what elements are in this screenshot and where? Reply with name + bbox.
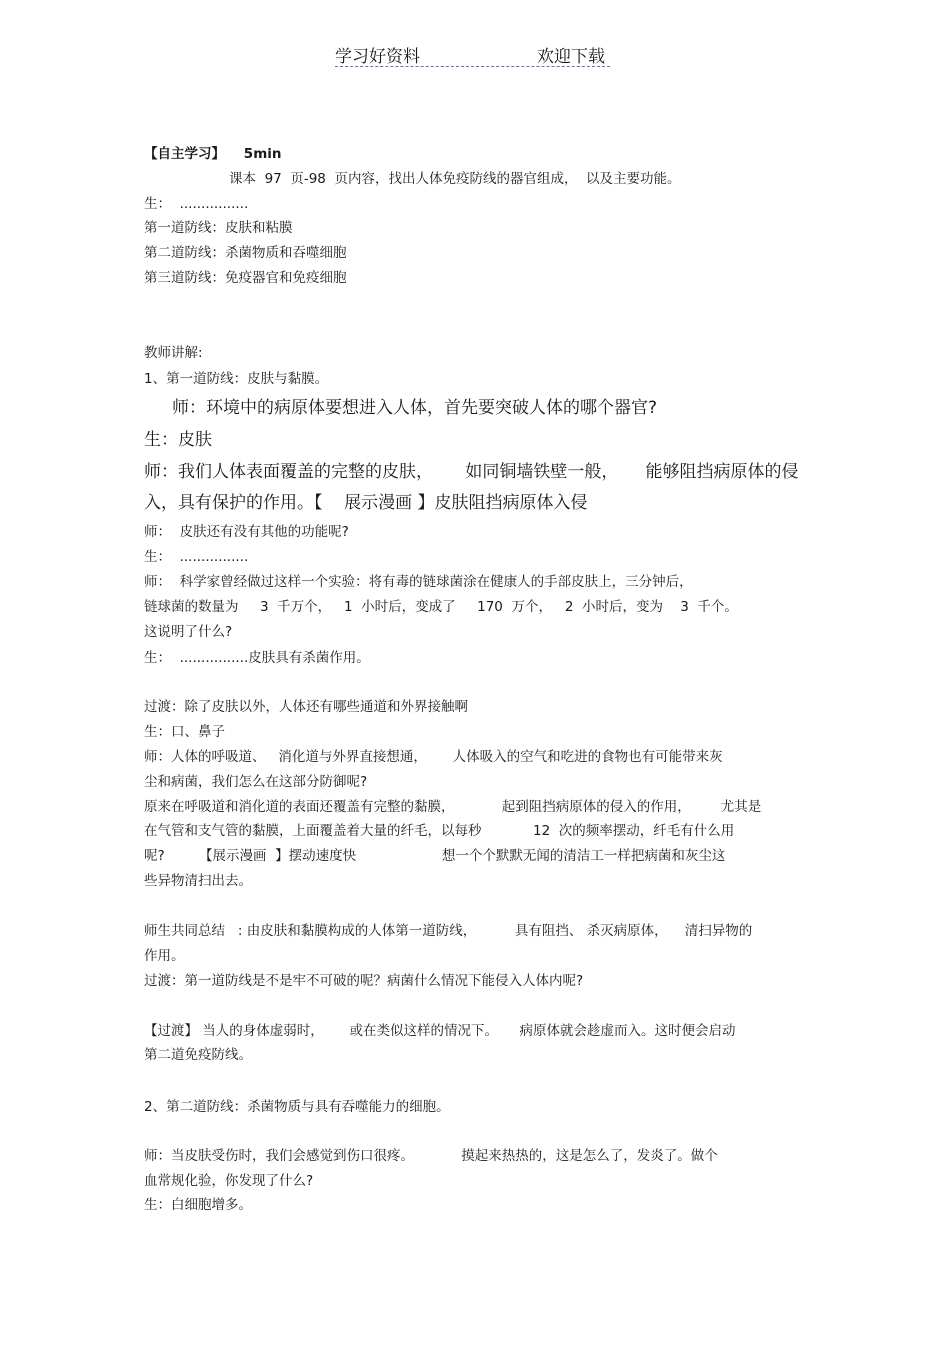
text-line: 第二道防线：杀菌物质和吞噬细胞 (144, 245, 347, 261)
text-line: 教师讲解: (144, 345, 203, 361)
page-header (335, 40, 610, 67)
text-line: 这说明了什么? (144, 624, 233, 640)
task-line: 课本 97 页-98 页内容，找出人体免疫防线的器官组成， 以及主要功能。 (229, 171, 681, 187)
text-line: 链球菌的数量为 3 千万个， 1 小时后，变成了 170 万个， 2 小时后，变为 3 千个。 (144, 599, 738, 615)
text-line: 血常规化验，你发现了什么? (144, 1173, 314, 1189)
text-line: 过渡：除了皮肤以外，人体还有哪些通道和外界接触啊 (144, 699, 468, 715)
text-line: 些异物清扫出去。 (144, 873, 252, 889)
text-line: 在气管和支气管的黏膜，上面覆盖着大量的纤毛，以每秒 12 次的频率摆动，纤毛有什么用 (144, 823, 735, 839)
text-line: 第三道防线：免疫器官和免疫细胞 (144, 270, 347, 286)
text-line: 师： 科学家曾经做过这样一个实验：将有毒的链球菌涂在健康人的手部皮肤上，三分钟后， (144, 574, 693, 590)
text-line: 生： ................皮肤具有杀菌作用。 (144, 650, 370, 666)
section-heading: 【自主学习】 5min (144, 146, 282, 162)
text-line: 2、第二道防线：杀菌物质与具有吞噬能力的细胞。 (144, 1099, 450, 1115)
header-right-text: 欢迎下载 (537, 47, 605, 67)
text-line: 师生共同总结 : 由皮肤和黏膜构成的人体第一道防线， 具有阻挡、 杀灭病原体， 清扫异物的 (144, 923, 753, 939)
text-line: 过渡：第一道防线是不是牢不可破的呢？病菌什么情况下能侵入人体内呢? (144, 973, 584, 989)
text-line: 第一道防线：皮肤和粘膜 (144, 220, 293, 236)
text-line: 生：口、鼻子 (144, 724, 225, 740)
text-line: 生： ................ (144, 549, 249, 565)
text-line-large: 师：我们人体表面覆盖的完整的皮肤， 如同铜墙铁壁一般， 能够阻挡病原体的侵 (144, 462, 799, 482)
text-line-large: 师：环境中的病原体要想进入人体，首先要突破人体的哪个器官? (172, 398, 658, 418)
text-line: 生：白细胞增多。 (144, 1197, 252, 1213)
text-line: 【过渡】 当人的身体虚弱时， 或在类似这样的情况下。 病原体就会趁虚而入。这时便会启动 (144, 1023, 736, 1039)
text-line: 师：人体的呼吸道、 消化道与外界直接想通， 人体吸入的空气和吃进的食物也有可能带来灰 (144, 749, 723, 765)
text-line: 师：当皮肤受伤时，我们会感觉到伤口很疼。 摸起来热热的，这是怎么了，发炎了。做个 (144, 1148, 718, 1164)
text-line: 原来在呼吸道和消化道的表面还覆盖有完整的黏膜， 起到阻挡病原体的侵入的作用， 尤其是 (144, 799, 762, 815)
text-line: 作用。 (144, 948, 185, 964)
text-line: 1、第一道防线：皮肤与黏膜。 (144, 371, 329, 387)
text-line-large: 生：皮肤 (144, 430, 212, 450)
text-line: 第二道免疫防线。 (144, 1047, 252, 1063)
text-line: 生： ................ (144, 196, 249, 212)
text-line: 呢? 【展示漫画 】摆动速度快 想一个个默默无闻的清洁工一样把病菌和灰尘这 (144, 848, 726, 864)
text-line: 尘和病菌，我们怎么在这部分防御呢? (144, 774, 368, 790)
header-left-text: 学习好资料 (335, 47, 420, 67)
text-line: 师： 皮肤还有没有其他的功能呢? (144, 524, 349, 540)
text-line-large: 入，具有保护的作用。【 展示漫画 】皮肤阻挡病原体入侵 (144, 493, 588, 513)
